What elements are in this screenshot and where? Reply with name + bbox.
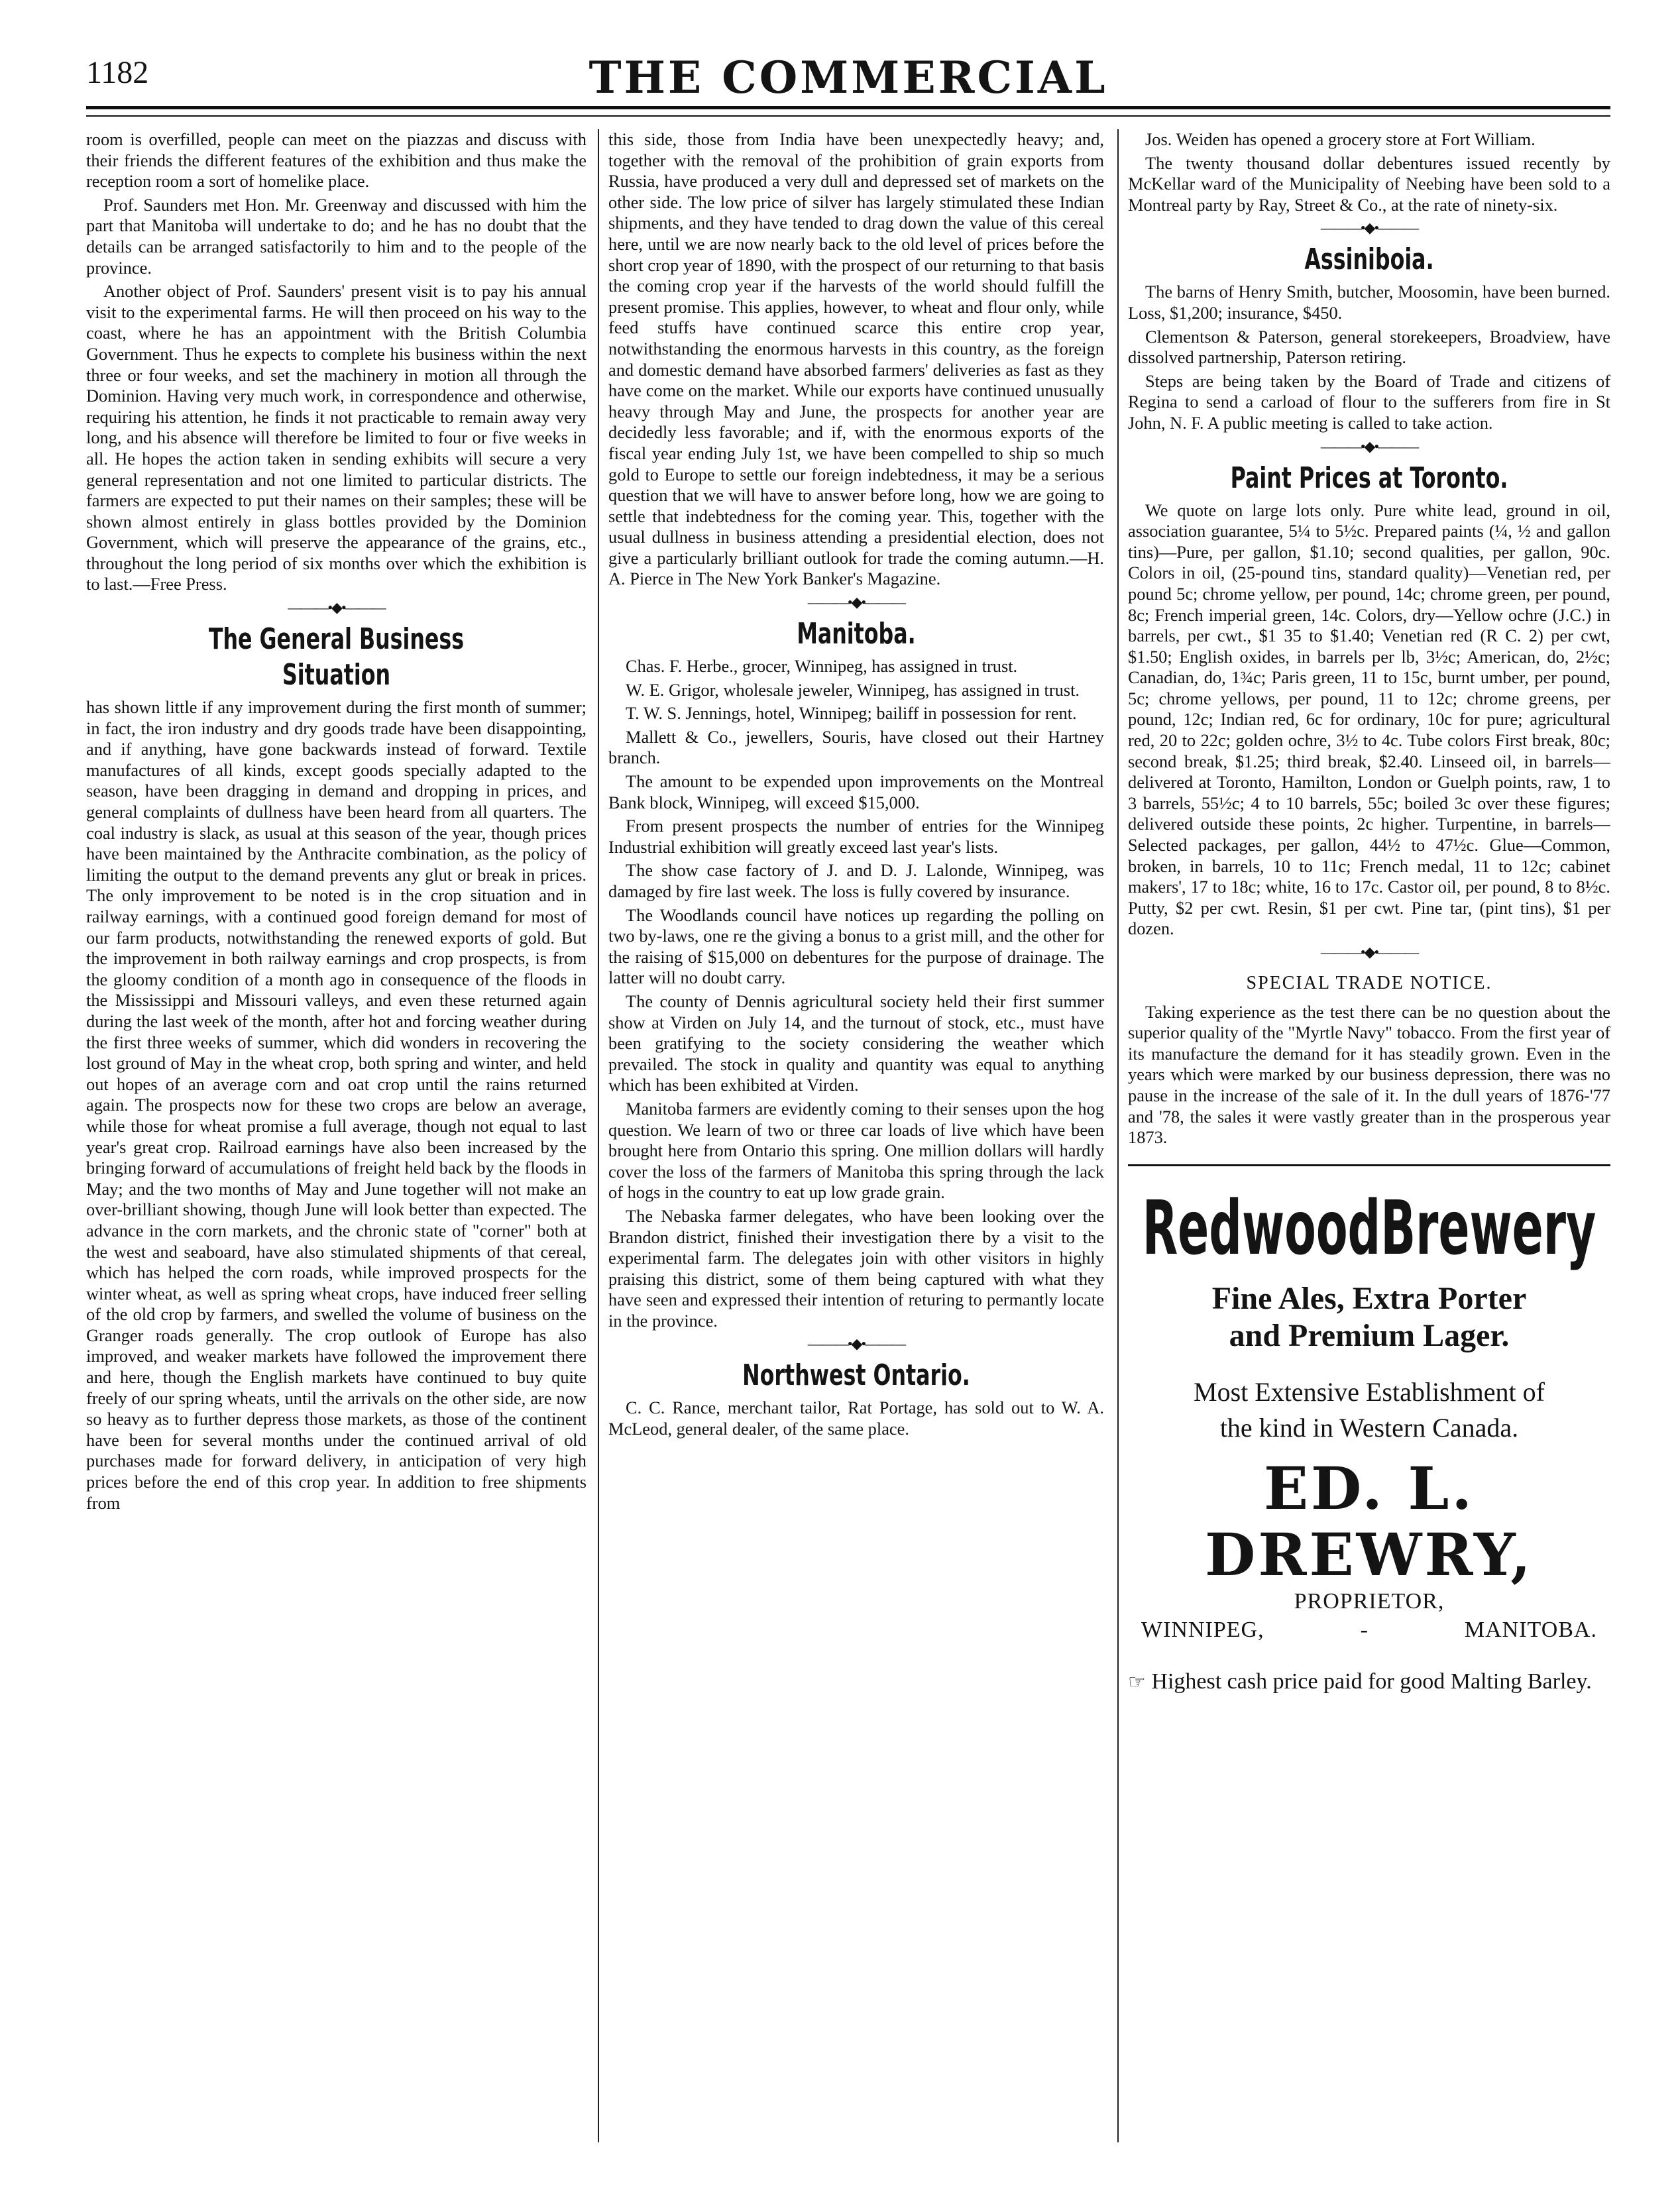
news-item: W. E. Grigor, wholesale jeweler, Winnipeg, has assigned in trust. (626, 679, 1080, 700)
masthead-title: THE COMMERCIAL (588, 52, 1108, 103)
news-item: Chas. F. Herbe., grocer, Winnipeg, has assigned in trust. (626, 656, 1018, 677)
ornament-divider: ———•◆•——— (1320, 437, 1418, 455)
news-item: The Woodlands council have notices up regarding the polling on two by-laws, one re the giving a bonus to a grist mill, and the other for the raising of $15,000 on debentures for the purpose of drainage. The latter will no doubt carry. (608, 905, 1104, 988)
ad-province: MANITOBA. (1464, 1617, 1597, 1642)
paragraph: Another object of Prof. Saunders' present visit is to pay his annual visit to the experimental farms. He will then proceed on his way to the coast, where he has an appointment with the British Columbia Government. Thus he expects to complete his business within the next three or four weeks, and set the machinery in motion all through the Dominion. Having very much work, in correspondence and otherwise, requiring his attention, he finds it not practicable to remain away very long, and his absence will therefore be limited to four or five weeks in all. He hopes the action taken in sending exhibits will secure a very general representation and not one limited to particular districts. The farmers are expected to put their names on their samples; these will be shown almost entirely in glass bottles provided by the Dominion Government, which will preserve the appearance of the grains, etc., throughout the long period of six months over which the exhibition is to last.—Free Press. (86, 281, 587, 594)
proprietor-label: PROPRIETOR, (1294, 1588, 1445, 1614)
ornament-divider: ———•◆•——— (288, 599, 385, 616)
column-divider (1117, 129, 1119, 2142)
ad-dash: - (1360, 1617, 1369, 1642)
news-item: Clementson & Paterson, general storekeepers, Broadview, have dissolved partnership, Paterson retiring. (1128, 326, 1610, 368)
section-heading-manitoba: Manitoba. (797, 617, 916, 651)
brewery-advertisement (1128, 1164, 1610, 1696)
news-item: Mallett & Co., jewellers, Souris, have closed out their Hartney branch. (608, 726, 1104, 768)
header-rule (86, 106, 1610, 109)
news-item: Jos. Weiden has opened a grocery store at Fort William. (1145, 129, 1536, 149)
section-heading-assiniboia: Assiniboia. (1304, 243, 1434, 277)
special-notice-text: Taking experience as the test there can be no question about the superior quality of the "Myrtle Navy" tobacco. From the first year of its manufacture the demand for it has steadily grown. Even in the years which were marked by our business depression, there was no pause in the increase of the sale of it. In the dull years of 1876-'77 and '78, the sales it were vastly greater than in the prosperous year 1873. (1128, 1001, 1610, 1148)
news-item: The Nebaska farmer delegates, who have been looking over the Brandon district, finished their investigation there by a visit to the experimental farm. The delegates join with other visitors in highly praising this district, some of them being captured with what they have seen and expressed their intention of returing to permantly locate in the province. (608, 1205, 1104, 1331)
ornament-divider: ———•◆•——— (807, 594, 905, 611)
news-item: The amount to be expended upon improvements on the Montreal Bank block, Winnipeg, will exceed $15,000. (608, 771, 1104, 812)
news-item: The county of Dennis agricultural society held their first summer show at Virden on July 14, and the turnout of stock, etc., must have been gratifying to the society considering the weather which prevailed. The stock in quality and quantity was equal to anything which has been exhibited at Virden. (608, 991, 1104, 1095)
ad-note-text: Highest cash price paid for good Malting Barley. (1151, 1669, 1592, 1694)
page-number: 1182 (86, 55, 149, 90)
ad-city: WINNIPEG, (1141, 1617, 1264, 1642)
ornament-divider: ———•◆•——— (1320, 944, 1418, 960)
brewery-name: RedwoodBrewery (1142, 1185, 1596, 1272)
ad-tagline-line1: Fine Ales, Extra Porter (1211, 1280, 1527, 1316)
proprietor-name: ED. L. DREWRY, (1205, 1453, 1534, 1589)
news-item: From present prospects the number of entries for the Winnipeg Industrial exhibition will greatly exceed last year's lists. (608, 816, 1104, 857)
ad-location (1128, 1616, 1610, 1645)
ad-tagline-line2: and Premium Lager. (1229, 1317, 1510, 1353)
ad-description (1128, 1374, 1610, 1446)
column-1 (86, 129, 587, 2146)
news-item: The barns of Henry Smith, butcher, Moosomin, have been burned. Loss, $1,200; insurance, $450. (1128, 282, 1610, 323)
news-item: C. C. Rance, merchant tailor, Rat Portage, has sold out to W. A. McLeod, general dealer, of the same place. (608, 1398, 1104, 1439)
ad-note (1128, 1669, 1610, 1696)
column-divider (598, 129, 599, 2142)
ad-tagline (1128, 1280, 1610, 1354)
news-item: T. W. S. Jennings, hotel, Winnipeg; bailiff in possession for rent. (626, 703, 1077, 724)
ad-description-line1: Most Extensive Establishment of (1194, 1376, 1545, 1407)
ornament-divider: ———•◆•——— (1320, 219, 1418, 237)
paragraph: room is overfilled, people can meet on the piazzas and discuss with their friends the different features of the exhibition and thus make the reception room a sort of homelike place. (86, 129, 587, 192)
paragraph: this side, those from India have been unexpectedly heavy; and, together with the removal of the prohibition of grain exports from Russia, have produced a very dull and depressed set of markets on the other side. The low price of silver has largely stimulated these Indian shipments, and they have tended to drag down the value of this cereal here, until we are now nearly back to the old level of prices before the short crop year of 1890, with the prospect of our returning to that basis the coming crop year if the harvests of the world should fulfill the present promise. This applies, however, to wheat and flour only, while feed stuffs have continued scarce this entire crop year, notwithstanding the enormous harvests in this country, as the foreign and domestic demand have absorbed farmers' deliveries as fast as they have come on the market. While our exports have continued unusually heavy through May and June, the prospects for another year are decidedly less favorable; and if, with the enormous exports of the fiscal year ending July 1st, we have been compelled to ship so much gold to Europe to settle our foreign indebtedness, it may be a serious question that we will have to answer before long, how we are going to settle that indebtedness for the coming year. This, together with the usual dullness in business attending a presidential election, does not give a particularly brilliant outlook for trade the coming autumn.—H. A. Pierce in The New York Banker's Magazine. (608, 129, 1104, 589)
news-item: The twenty thousand dollar debentures issued recently by McKellar ward of the Municipality of Neebing have been sold to a Montreal party by Ray, Street & Co., at the rate of ninety-six. (1128, 152, 1610, 215)
pointing-hand-icon: ☞ (1128, 1671, 1146, 1693)
paragraph: Prof. Saunders met Hon. Mr. Greenway and discussed with him the part that Manitoba will undertake to do; and he has no doubt that the details can be arranged satisfactorily to him and to the people of the province. (86, 194, 587, 278)
column-3 (1128, 129, 1610, 2146)
ad-description-line2: the kind in Western Canada. (1219, 1412, 1519, 1443)
news-item: The show case factory of J. and D. J. Lalonde, Winnipeg, was damaged by fire last week. The loss is fully covered by insurance. (608, 860, 1104, 901)
paragraph: has shown little if any improvement during the first month of summer; in fact, the iron industry and dry goods trade have been disappointing, and if anything, have gone backwards instead of forward. Textile manufactures of all kinds, except goods specially adapted to the season, have been dragging in demand and dropping in prices, and general complaints of dullness have been heard from all quarters. The coal industry is slack, as usual at this season of the year, though prices have been maintained by the Anthracite combination, as the policy of limiting the output to the demand prevents any glut or break in prices. The only improvement to be noted is in the crop situation and in railway earnings, with a continued good foreign demand for most of our farm products, notwithstanding the renewed exports of gold. But the improvement in both railway earnings and crop prospects, is from the gloomy condition of a month ago in consequence of the floods in the Mississippi and Missouri valleys, and even these returned again during the last week of the month, after hot and forcing weather during the first three weeks of summer, which did wonders in recovering the lost ground of May in the wheat crop, both spring and winter, and held out hopes of an average corn and oat crop until the rains returned again. The prospects now for these two crops are below an average, while those for wheat promise a full average, though not equal to last year's great crop. Railroad earnings have also been increased by the bringing forward of accumulations of freight held back by the floods in May; and the two months of May and June together will not make an over-brilliant showing, though June will look better than expected. The advance in the corn markets, and the chronic state of "corner" both at the west and seaboard, have also stimulated shipments of that cereal, which has helped the corn roads, while improved prospects for the winter wheat, as well as spring wheat crops, have induced freer selling of the old crop by farmers, and swelled the volume of business on the Granger roads generally. The crop outlook of Europe has also improved, and weaker markets have followed the improvement there and here, though the English markets have continued to buy quite freely of our spring wheats, until the arrivals on the other side, are now so heavy as to further depress those markets, as those of the continent have been for several months under the continued arrival of old purchases made for forward delivery, in anticipation of very high prices before the end of this crop year. In addition to free shipments from (86, 697, 587, 1513)
header-rule-thin (86, 115, 1610, 117)
ornament-divider: ———•◆•——— (807, 1335, 905, 1352)
section-heading: The General Business Situation (208, 622, 465, 692)
section-heading-northwest-ontario: Northwest Ontario. (742, 1358, 970, 1393)
paint-prices-text: We quote on large lots only. Pure white lead, ground in oil, association guarantee, 5¼ to 5½c. Prepared paints (¼, ½ and gallon tins)—Pure, per gallon, $1.10; second qualities, per gallon, 90c. Colors in oil, (25-pound tins, standard quality)—Venetian red, per pound 5c; chrome yellow, per pound, 14c; chrome green, per pound, 8c; French imperial green, 14c. Colors, dry—Yellow ochre (J.C.) in barrels, per cwt., $1 35 to $1.40; Venetian red (R C. 2) per cwt, $1.50; English oxides, in barrels per lb, 3½c; American, do, 2½c; Canadian, do, 1¾c; Paris green, 11 to 15c, burnt umber, per pound, 5c; chrome yellows, per pound, 11 to 12c; chrome greens, per pound, 12c; Indian red, 6c for ordinary, 10c for pure; agricultural red, 20 to 22c; golden ochre, 3½ to 4c. Tube colors First break, 80c; second break, $1.25; third break, $2.40. Linseed oil, in barrels—delivered at Toronto, Hamilton, London or Guelph points, raw, 1 to 3 barrels, 55½c; 4 to 10 barrels, 55c; boiled 3c over these figures; delivered outside these points, 2c higher. Turpentine, in barrels—Selected packages, per gallon, 44½ to 47½c. Glue—Common, broken, in barrels, 10 to 11c; French medal, 11 to 12c; cabinet makers', 17 to 18c; white, 16 to 17c. Castor oil, per pound, 8 to 8½c. Putty, $2 per cwt. Resin, $1 per cwt. Pine tar, (pint tins), $1 per dozen. (1128, 500, 1610, 939)
news-item: Steps are being taken by the Board of Trade and citizens of Regina to send a carload of flour to the sufferers from fire in St John, N. F. A public meeting is called to take action. (1128, 370, 1610, 433)
news-item: Manitoba farmers are evidently coming to their senses upon the hog question. We learn of two or three car loads of live which have been brought here from Ontario this spring. One million dollars will hardly cover the loss of the farmers of Manitoba this spring through the lack of hogs in the country to eat up low grade grain. (608, 1098, 1104, 1203)
special-notice-heading: SPECIAL TRADE NOTICE. (1246, 973, 1492, 993)
column-2 (608, 129, 1104, 2146)
section-heading-paint-prices: Paint Prices at Toronto. (1230, 461, 1508, 495)
